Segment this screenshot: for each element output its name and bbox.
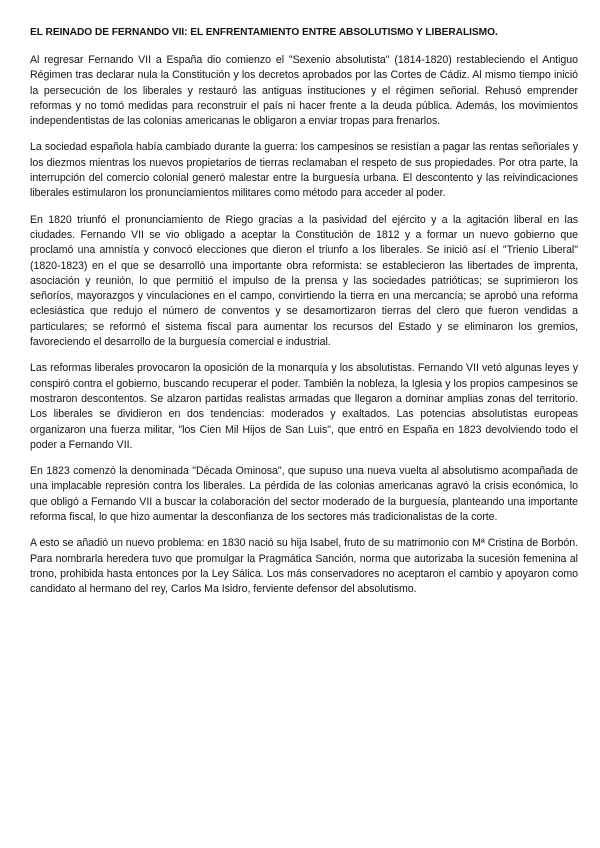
paragraph-decada-ominosa: En 1823 comenzó la denominada "Década Ominosa", que supuso una nueva vuelta al absolutismo acompañada de una implacable represión contra los liberales. La pérdida de las colonias americanas agravó la crisis económica, lo que obligó a Fernando VII a buscar la colaboración del sector moderado de la burguesía, planteando una importante reforma fiscal, lo que hizo aumentar la desconfianza de los sectores más tradicionalistas de la corte. (30, 465, 578, 524)
paragraph-sexenio-absolutista: Al regresar Fernando VII a España dio comienzo el "Sexenio absolutista" (1814-1820) restableciendo el Antiguo Régimen tras declarar nula la Constitución y los decretos aprobados por las Cortes de Cádiz. Al mismo tiempo inició la persecución de los liberales y restauró las antiguas instituciones y el régimen señorial. Rehusó emprender reformas y no tomó medidas para reconstruir el país ni hacer frente a la deuda pública. Además, los movimientos independentistas de las colonias americanas le obligaron a enviar tropas para frenarlos. (30, 54, 578, 128)
paragraph-sociedad-espanola: La sociedad española había cambiado durante la guerra: los campesinos se resistían a pagar las rentas señoriales y los diezmos mientras los nuevos propietarios de tierras reclamaban el respeto de sus propiedades. Por otra parte, la interrupción del comercio colonial generó malestar entre la burguesía urbana. El descontento y las reivindicaciones liberales estimularon los pronunciamientos militares como método para acceder al poder. (30, 141, 578, 200)
paragraph-trienio-liberal: En 1820 triunfó el pronunciamiento de Riego gracias a la pasividad del ejército y a la agitación liberal en las ciudades. Fernando VII se vio obligado a aceptar la Constitución de 1812 y a formar un nuevo gobierno que proclamó una amnistía y convocó elecciones que dieron el triunfo a los liberales. Se inició así el "Trienio Liberal" (1820-1823) en el que se desarrolló una importante obra reformista: se establecieron las libertades de imprenta, asociación y reunión, lo que permitió el impulso de la prensa y las sociedades patrióticas; se suprimieron los señoríos, mayorazgos y vinculaciones en el campo, convirtiendo la tierra en una mercancía; se aprobó una reforma eclesiástica que redujo el número de conventos y se desamortizaron tierras del clero que fueron vendidas a particulares; se reformó el sistema fiscal para aumentar los recursos del Estado y se eliminaron los gremios, favoreciendo el desarrollo de la burguesía comercial e industrial. (30, 213, 578, 349)
document-page (30, 26, 578, 609)
paragraph-pragmatica-sancion: A esto se añadió un nuevo problema: en 1830 nació su hija Isabel, fruto de su matrimonio con Mª Cristina de Borbón. Para nombrarla heredera tuvo que promulgar la Pragmática Sanción, norma que autorizaba la sucesión femenina al trono, prohibida hasta entonces por la Ley Sálica. Los más conservadores no aceptaron el cambio y apoyaron como candidato al hermano del rey, Carlos Ma Isidro, ferviente defensor del absolutismo. (30, 537, 578, 596)
paragraph-oposicion-absolutista: Las reformas liberales provocaron la oposición de la monarquía y los absolutistas. Fernando VII vetó algunas leyes y conspiró contra el gobierno, buscando recuperar el poder. También la nobleza, la Iglesia y los propios campesinos se mostraron descontentos. Se alzaron partidas realistas armadas que llegaron a dominar amplias zonas del territorio. Los liberales se dividieron en dos tendencias: moderados y exaltados. Las potencias absolutistas europeas organizaron una fuerza militar, "los Cien Mil Hijos de San Luis", que entró en España en 1823 devolviendo todo el poder a Fernando VII. (30, 362, 578, 451)
document-title: EL REINADO DE FERNANDO VII: EL ENFRENTAMIENTO ENTRE ABSOLUTISMO Y LIBERALISMO. (30, 27, 498, 38)
